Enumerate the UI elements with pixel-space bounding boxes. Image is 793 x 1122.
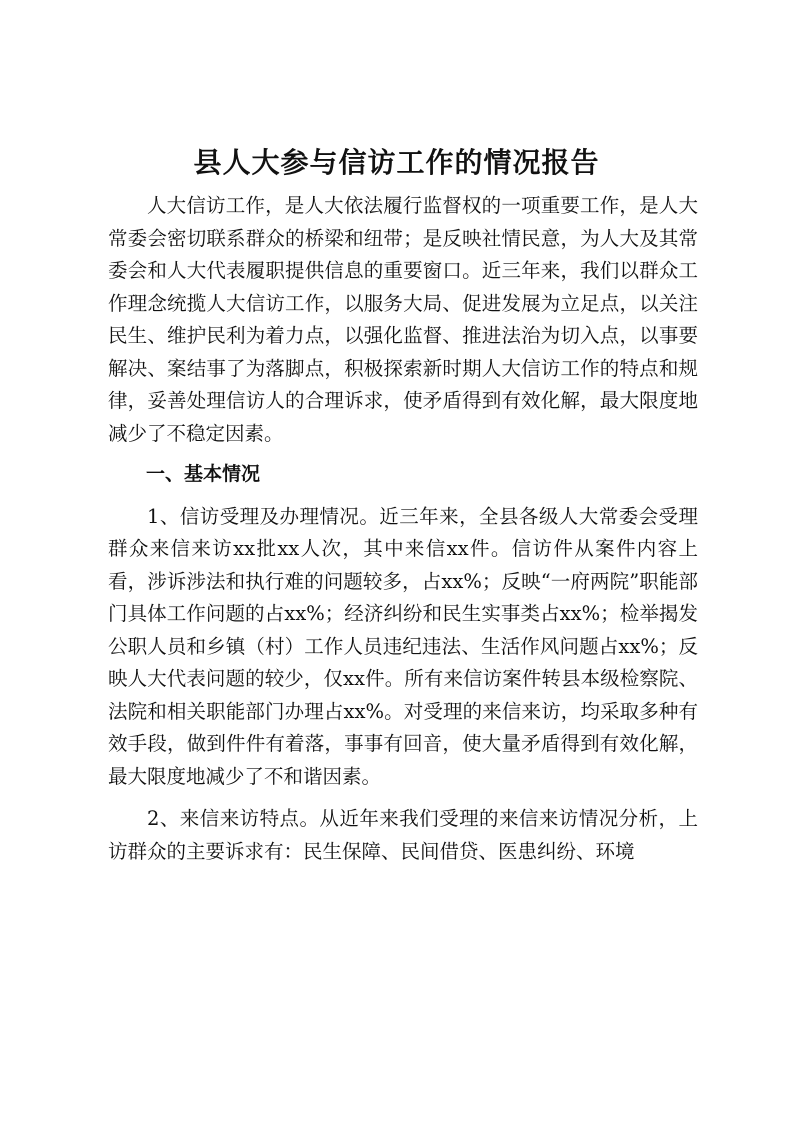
document-title: 县人大参与信访工作的情况报告 — [193, 146, 600, 179]
document-body — [108, 190, 698, 868]
paragraph-petition-handling: 1、信访受理及办理情况。近三年来，全县各级人大常委会受理群众来信来访xx批xx人次，其中来信xx件。信访件从案件内容上看，涉诉涉法和执行难的问题较多，占xx%；反映“一府两院”职能部门具体工作问题的占xx%；经济纠纷和民生实事类占xx%；检举揭发公职人员和乡镇（村）工作人员违纪违法、生活作风问题占xx%；反映人大代表问题的较少，仅xx件。所有来信访案件转县本级检察院、法院和相关职能部门办理占xx%。对受理的来信来访，均采取多种有效手段，做到件件有着落，事事有回音，使大量矛盾得到有效化解，最大限度地减少了不和谐因素。 — [108, 504, 698, 788]
section-heading-basic-situation: 一、基本情况 — [146, 463, 261, 485]
paragraph-petition-features: 2、来信来访特点。从近年来我们受理的来信来访情况分析，上访群众的主要诉求有：民生保障、民间借贷、医患纠纷、环境 — [108, 807, 698, 863]
intro-paragraph: 人大信访工作，是人大依法履行监督权的一项重要工作，是人大常委会密切联系群众的桥梁和纽带；是反映社情民意，为人大及其常委会和人大代表履职提供信息的重要窗口。近三年来，我们以群众工作理念统揽人大信访工作，以服务大局、促进发展为立足点，以关注民生、维护民利为着力点，以强化监督、推进法治为切入点，以事要解决、案结事了为落脚点，积极探索新时期人大信访工作的特点和规律，妥善处理信访人的合理诉求，使矛盾得到有效化解，最大限度地减少了不稳定因素。 — [108, 194, 698, 445]
